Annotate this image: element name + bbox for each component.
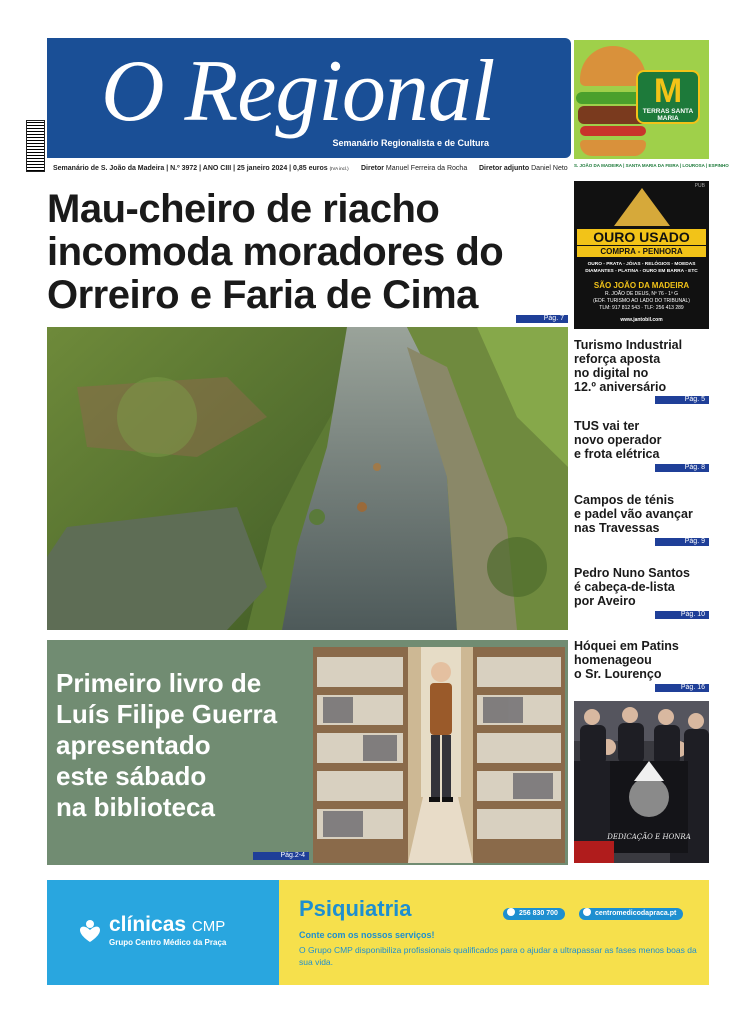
- sidebar-news-tenis[interactable]: [574, 493, 709, 535]
- sidebar-page-ref[interactable]: Pág. 8: [655, 464, 709, 472]
- headline-page-ref[interactable]: Pág. 7: [516, 315, 568, 323]
- sidebar-news-turismo[interactable]: [574, 338, 709, 394]
- sidebar-news-line: e frota elétrica: [574, 447, 660, 461]
- cmp-logo-panel: [47, 880, 279, 985]
- iva-note: (IVA incl.): [329, 166, 349, 171]
- sidebar-news-line: 12.º aniversário: [574, 380, 667, 394]
- ad-ouro-usado[interactable]: [574, 181, 709, 329]
- psiquiatria-text: O Grupo CMP disponibiliza profissionais qualificados para o ajudar a ultrapassar as fases menos boas da sua vida.: [299, 945, 697, 967]
- ouro-phones: TLM: 917 812 543 · TLF: 256 413 289: [599, 305, 684, 311]
- hockey-photo: [574, 701, 709, 863]
- hockey-photo-image: [574, 701, 709, 863]
- sidebar-news-line: reforça aposta: [574, 352, 661, 366]
- sidebar-news-line: Campos de ténis: [574, 493, 675, 507]
- cmp-brand-suffix: CMP: [191, 918, 226, 935]
- book-title-line: na biblioteca: [56, 792, 215, 822]
- book-title-line: Luís Filipe Guerra: [56, 699, 278, 729]
- barcode: [26, 120, 45, 172]
- terras-locations-strip: S. JOÃO DA MADEIRA | SANTA MARIA DA FEIRA | LOUROSA | ESPINHO: [574, 159, 709, 173]
- sidebar-news-pedro-nuno[interactable]: [574, 566, 709, 608]
- sidebar-news-tus[interactable]: [574, 419, 709, 461]
- phone-pill[interactable]: [503, 908, 565, 920]
- sidebar-news-line: Pedro Nuno Santos: [574, 566, 690, 580]
- sidebar-news-line: TUS vai ter: [574, 419, 640, 433]
- terras-santa-maria-label: TERRAS SANTA MARIA: [642, 108, 694, 122]
- deputy-director-name: Daniel Neto: [531, 165, 568, 172]
- sidebar-news-line: no digital no: [574, 366, 649, 380]
- heart-icon: [77, 918, 103, 944]
- ouro-items-line: DIAMANTES - PLATINA - OURO EM BARRA - ETC: [585, 269, 698, 274]
- sidebar-news-line: novo operador: [574, 433, 662, 447]
- ouro-address-line: R. JOÃO DE DEUS, Nº 76 - 1º G: [604, 291, 679, 297]
- headline-line: incomoda moradores do: [47, 230, 504, 274]
- sidebar-page-ref[interactable]: Pág. 5: [655, 396, 709, 404]
- stream-photo: [47, 327, 568, 630]
- mcdonalds-logo: [636, 70, 700, 124]
- burger-tomato-illustration: [580, 126, 646, 136]
- ad-clinicas-cmp[interactable]: [47, 880, 709, 985]
- sidebar-news-line: homenageou: [574, 653, 652, 667]
- psiquiatria-subtitle: Conte com os nossos serviços!: [299, 930, 435, 940]
- director-name: Manuel Ferreira da Rocha: [385, 165, 468, 172]
- sidebar-news-line: nas Travessas: [574, 521, 660, 535]
- sidebar-page-ref[interactable]: Pág. 10: [655, 611, 709, 619]
- ouro-address: [574, 291, 709, 312]
- newspaper-title: O Regional: [101, 43, 495, 140]
- library-photo-image: [313, 647, 565, 863]
- deputy-director-label: Diretor adjunto: [479, 165, 530, 172]
- sidebar-page-ref[interactable]: Pág. 16: [655, 684, 709, 692]
- headline-line: Orreiro e Faria de Cima: [47, 273, 478, 317]
- sidebar-news-line: é cabeça-de-lista: [574, 580, 675, 594]
- book-title-line: apresentado: [56, 730, 211, 760]
- phone-icon: [507, 908, 515, 916]
- burger-bottom-bun-illustration: [580, 140, 646, 156]
- cmp-phone: 256 830 700: [519, 910, 558, 917]
- book-page-ref[interactable]: Pág.2-4: [253, 852, 309, 860]
- book-story-box[interactable]: [47, 640, 568, 865]
- gold-pyramid-icon: [614, 188, 670, 226]
- sidebar-news-line: por Aveiro: [574, 594, 636, 608]
- website-pill[interactable]: [579, 908, 683, 920]
- edition-details: Semanário de S. João da Madeira | N.º 3972 | ANO CIII | 25 janeiro 2024 | 0,85 euros: [53, 165, 328, 172]
- cmp-website: centromedicodapraca.pt: [595, 910, 677, 917]
- cmp-brand: [109, 914, 225, 938]
- director-label: Diretor: [361, 165, 384, 172]
- book-title-line: Primeiro livro de: [56, 668, 262, 698]
- ad-terras-santa-maria[interactable]: [574, 40, 729, 173]
- globe-icon: [583, 908, 591, 916]
- cmp-brand-word: clínicas: [109, 913, 187, 936]
- book-title-line: este sábado: [56, 761, 207, 791]
- main-headline[interactable]: [47, 188, 567, 317]
- book-story-title: [56, 668, 316, 823]
- headline-line: Mau-cheiro de riacho: [47, 187, 440, 231]
- sidebar-news-line: e padel vão avançar: [574, 507, 693, 521]
- library-photo: [313, 647, 565, 863]
- ad-tag: PUB: [694, 183, 705, 189]
- newspaper-subtitle: Semanário Regionalista e de Cultura: [332, 138, 489, 148]
- ouro-website[interactable]: www.jantobil.com: [620, 317, 663, 323]
- ouro-usado-title: OURO USADO: [577, 229, 706, 245]
- sidebar-news-line: o Sr. Lourenço: [574, 667, 662, 681]
- sidebar-news-hoquei[interactable]: [574, 639, 709, 681]
- golden-arches-icon: M: [653, 72, 683, 110]
- hockey-banner-text: DEDICAÇÃO E HONRA: [607, 833, 691, 841]
- cmp-group-name: Grupo Centro Médico da Praça: [109, 938, 227, 947]
- sidebar-page-ref[interactable]: Pág. 9: [655, 538, 709, 546]
- ouro-address-line: (EDF. TURISMO AO LADO DO TRIBUNAL): [593, 298, 690, 304]
- sidebar-news-line: Turismo Industrial: [574, 338, 683, 352]
- ouro-items-line: OURO - PRATA - JÓIAS - RELÓGIOS - MOEDAS: [587, 262, 696, 267]
- edition-info-bar: [47, 162, 571, 176]
- sidebar-news-line: Hóquei em Patins: [574, 639, 679, 653]
- stream-photo-image: [47, 327, 568, 630]
- masthead: [47, 38, 571, 158]
- ouro-usado-subtitle: COMPRA - PENHORA: [577, 246, 706, 257]
- psiquiatria-title: Psiquiatria: [299, 896, 412, 921]
- ouro-items: [574, 261, 709, 275]
- ouro-city: SÃO JOÃO DA MADEIRA: [593, 281, 690, 290]
